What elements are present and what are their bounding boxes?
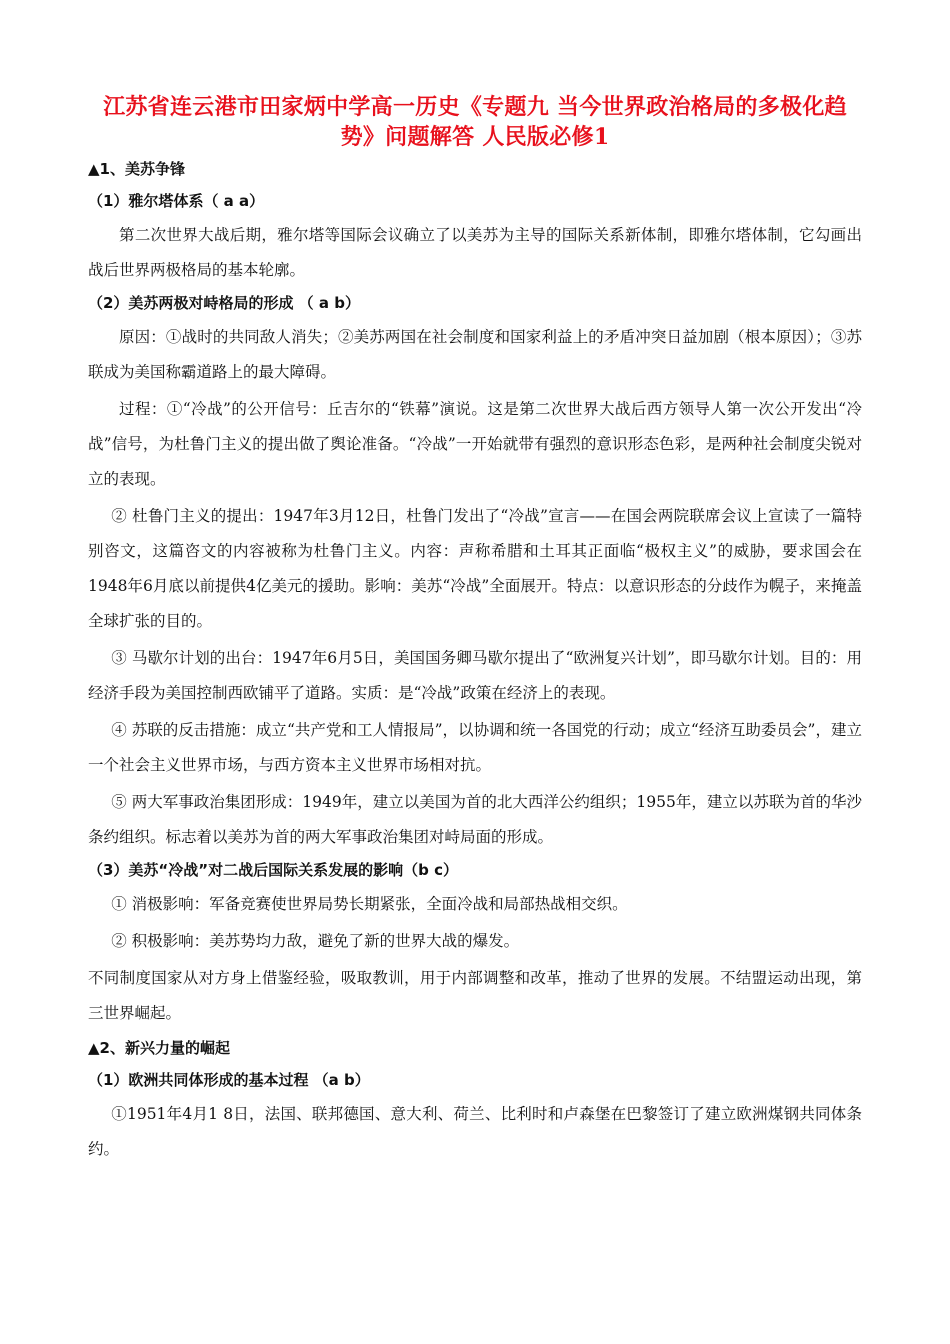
paragraph-ecsc: ①1951年4月1 8日，法国、联邦德国、意大利、荷兰、比利时和卢森堡在巴黎签订了建立欧洲煤钢共同体条约。 <box>88 1105 862 1158</box>
section-heading-1: ▲1、美苏争锋 <box>88 160 185 178</box>
subsection-heading-1-1: （1）雅尔塔体系（ a a） <box>88 192 265 210</box>
paragraph-marshall-plan: ③ 马歇尔计划的出台：1947年6月5日，美国国务卿马歇尔提出了“欧洲复兴计划”，即马歇尔计划。目的：用经济手段为美国控制西欧铺平了道路。实质：是“冷战”政策在经济上的表现。 <box>88 649 862 702</box>
document-title-line2: 势》问题解答 人民版必修1 <box>340 124 610 150</box>
document-title <box>88 92 862 152</box>
paragraph-extra-impact: 不同制度国家从对方身上借鉴经验，吸取教训，用于内部调整和改革，推动了世界的发展。不结盟运动出现，第三世界崛起。 <box>88 969 862 1022</box>
section-heading-2: ▲2、新兴力量的崛起 <box>88 1039 230 1057</box>
paragraph-negative-impact: ① 消极影响：军备竞赛使世界局势长期紧张，全面冷战和局部热战相交织。 <box>111 895 628 913</box>
subsection-heading-1-2: （2）美苏两极对峙格局的形成 （ a b） <box>88 294 360 312</box>
paragraph-soviet-response: ④ 苏联的反击措施：成立“共产党和工人情报局”，以协调和统一各国党的行动；成立“经济互助委员会”，建立一个社会主义世界市场，与西方资本主义世界市场相对抗。 <box>88 721 862 774</box>
paragraph-process: 过程：①“冷战”的公开信号：丘吉尔的“铁幕”演说。这是第二次世界大战后西方领导人第一次公开发出“冷战”信号，为杜鲁门主义的提出做了舆论准备。“冷战”一开始就带有强烈的意识形态色彩，是两种社会制度尖锐对立的表现。 <box>88 400 862 488</box>
document-title-line1: 江苏省连云港市田家炳中学高一历史《专题九 当今世界政治格局的多极化趋 <box>103 94 847 120</box>
subsection-heading-2-1: （1）欧洲共同体形成的基本过程 （a b） <box>88 1071 370 1089</box>
paragraph-cause: 原因：①战时的共同敌人消失；②美苏两国在社会制度和国家利益上的矛盾冲突日益加剧（根本原因）；③苏联成为美国称霸道路上的最大障碍。 <box>88 328 862 381</box>
paragraph-positive-impact: ② 积极影响：美苏势均力敌，避免了新的世界大战的爆发。 <box>111 932 520 950</box>
paragraph-yalta: 第二次世界大战后期，雅尔塔等国际会议确立了以美苏为主导的国际关系新体制，即雅尔塔体制，它勾画出战后世界两极格局的基本轮廓。 <box>88 226 862 279</box>
paragraph-military-blocs: ⑤ 两大军事政治集团形成：1949年，建立以美国为首的北大西洋公约组织；1955年，建立以苏联为首的华沙条约组织。标志着以美苏为首的两大军事政治集团对峙局面的形成。 <box>88 793 862 846</box>
document-page <box>88 92 862 1169</box>
subsection-heading-1-3: （3）美苏“冷战”对二战后国际关系发展的影响（b c） <box>88 861 459 879</box>
paragraph-truman-doctrine: ② 杜鲁门主义的提出：1947年3月12日，杜鲁门发出了“冷战”宣言——在国会两院联席会议上宣读了一篇特别咨文，这篇咨文的内容被称为杜鲁门主义。内容：声称希腊和土耳其正面临“极权主义”的威胁，要求国会在1948年6月底以前提供4亿美元的援助。影响：美苏“冷战”全面展开。特点：以意识形态的分歧作为幌子，来掩盖全球扩张的目的。 <box>88 507 862 630</box>
